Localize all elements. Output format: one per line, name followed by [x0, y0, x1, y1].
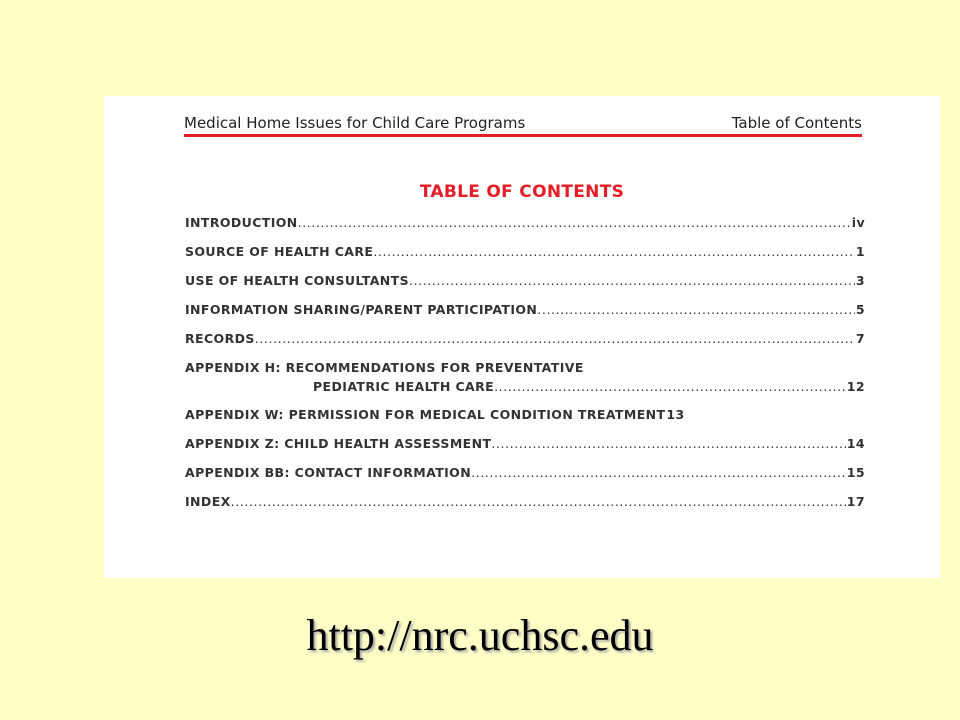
document-page [104, 96, 940, 578]
toc-entry-page: iv [851, 215, 865, 230]
dot-leader [494, 379, 846, 394]
toc-entry-label: APPENDIX W: PERMISSION FOR MEDICAL CONDITION TREATMENT [185, 407, 666, 422]
toc-entry-label: APPENDIX H: RECOMMENDATIONS FOR PREVENTATIVE [185, 360, 584, 375]
toc-heading: TABLE OF CONTENTS [419, 182, 625, 202]
toc-entry-page: 12 [846, 379, 865, 394]
toc-entry-page: 17 [846, 494, 865, 509]
dot-leader [255, 331, 855, 346]
dot-leader [491, 436, 845, 451]
toc-entry-records [185, 331, 865, 346]
toc-entry-page: 1 [855, 244, 865, 259]
toc-entry-health-consultants [185, 273, 865, 288]
toc-entry-page: 15 [846, 465, 865, 480]
toc-entry-appendix-bb [185, 465, 865, 480]
toc-entry-label-continued: PEDIATRIC HEALTH CARE [313, 379, 495, 394]
toc-entry-label: INFORMATION SHARING/PARENT PARTICIPATION [185, 302, 538, 317]
dot-leader [373, 244, 855, 259]
toc-entry-appendix-h [185, 360, 865, 394]
toc-entry-label: INDEX [185, 494, 231, 509]
toc-entry-label: USE OF HEALTH CONSULTANTS [185, 273, 410, 288]
dot-leader [537, 302, 855, 317]
toc-entry-information-sharing [185, 302, 865, 317]
toc-entry-label: SOURCE OF HEALTH CARE [185, 244, 374, 259]
section-title: Table of Contents [731, 114, 862, 132]
dot-leader [231, 494, 846, 509]
toc-entry-page: 14 [846, 436, 865, 451]
toc-entry-continuation [185, 379, 865, 394]
dot-leader [471, 465, 846, 480]
toc-entry-label: APPENDIX Z: CHILD HEALTH ASSESSMENT [185, 436, 492, 451]
toc-entry-page: 7 [855, 331, 865, 346]
toc-entry-label: RECORDS [185, 331, 255, 346]
document-title: Medical Home Issues for Child Care Programs [184, 114, 526, 132]
dot-leader [409, 273, 855, 288]
table-of-contents [185, 215, 865, 523]
toc-entry-introduction [185, 215, 865, 230]
toc-entry-label: APPENDIX BB: CONTACT INFORMATION [185, 465, 472, 480]
dot-leader [298, 215, 851, 230]
document-header [184, 112, 862, 137]
toc-entry-index [185, 494, 865, 509]
toc-entry-appendix-w [185, 407, 865, 422]
toc-entry-page: 3 [855, 273, 865, 288]
toc-entry-page: 5 [855, 302, 865, 317]
toc-entry-appendix-z [185, 436, 865, 451]
toc-entry-page: 13 [666, 407, 685, 422]
toc-entry-label: INTRODUCTION [185, 215, 298, 230]
toc-entry-source-of-health-care [185, 244, 865, 259]
source-url: http://nrc.uchsc.edu [306, 611, 654, 660]
